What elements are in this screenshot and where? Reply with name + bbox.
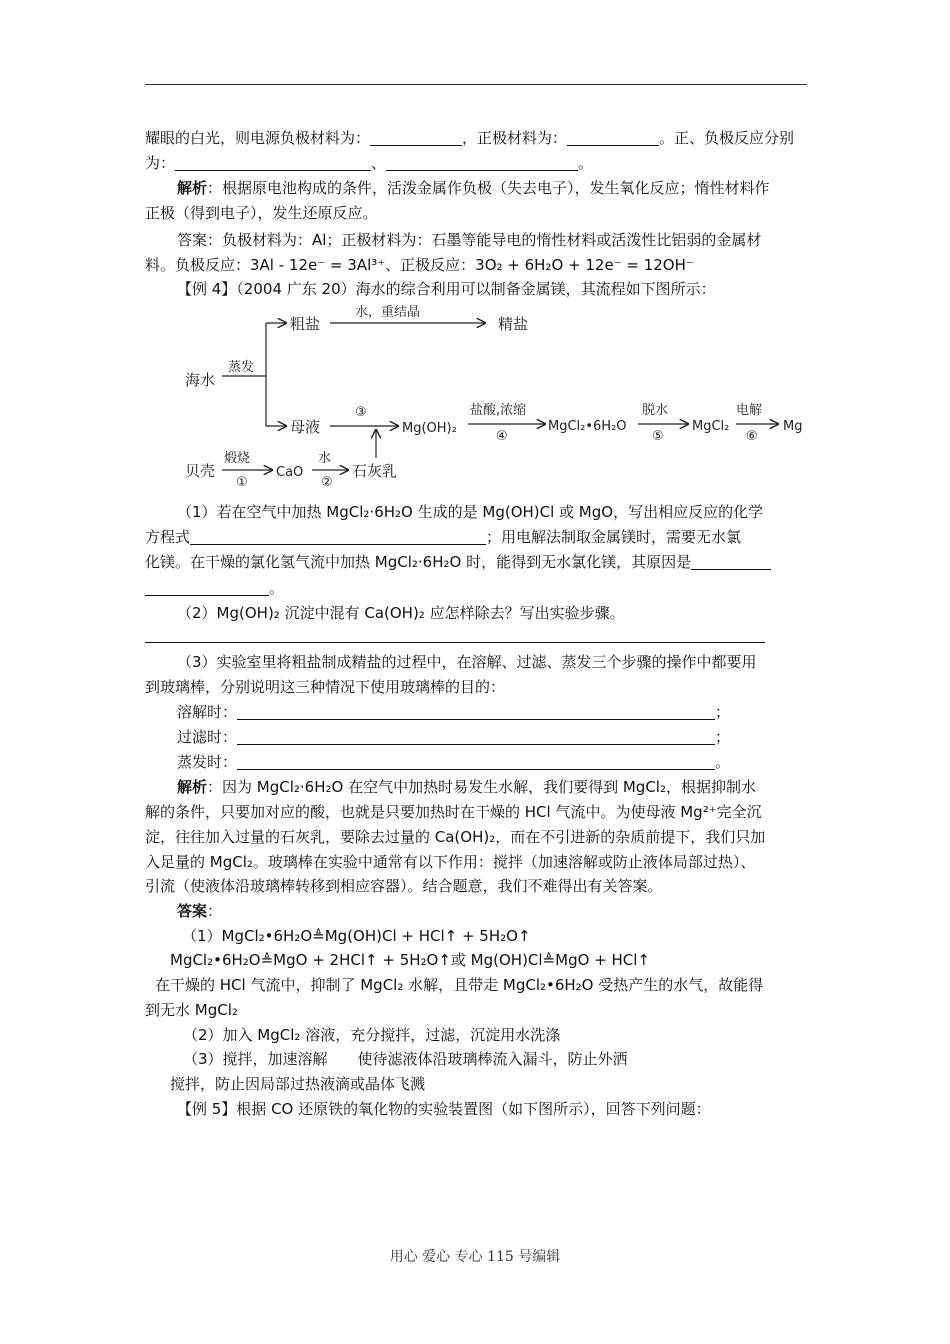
step-label: ④ — [496, 429, 508, 444]
question-line: 。 — [145, 576, 810, 600]
water-label: 水 — [318, 451, 332, 466]
evaporate-label: 蒸发 — [228, 360, 255, 375]
question-line: 到玻璃棒，分别说明这三种情况下使用玻璃棒的目的： — [145, 678, 506, 696]
page-footer: 用心 爱心 专心 115 号编辑 — [389, 1249, 561, 1265]
analysis-line: 淀，往往加入过量的石灰乳，要除去过量的 Ca(OH)₂，而在不引进新的杂质前提下，我们只加 — [145, 828, 766, 846]
answer-line: 料。负极反应：3Al - 12e⁻ = 3Al³⁺、正极反应：3O₂ + 6H₂O + 12e⁻ = 12OH⁻ — [145, 256, 694, 274]
mg-label: Mg — [783, 419, 803, 434]
lime-milk-label: 石灰乳 — [352, 462, 398, 480]
question-line: 化镁。在干燥的氯化氢气流中加热 MgCl₂·6H₂O 时，能得到无水氯化镁，其原因是 — [145, 550, 810, 574]
electrolysis-label: 电解 — [736, 403, 763, 418]
flow-diagram — [180, 298, 810, 488]
header-rule — [145, 84, 807, 85]
answer-blank[interactable] — [237, 728, 715, 745]
answer-blank[interactable] — [691, 553, 771, 570]
answer-heading: 答案： — [177, 902, 223, 920]
filter-line: 过滤时： ； — [177, 728, 731, 746]
answer-blank[interactable] — [386, 154, 578, 171]
calcine-label: 煅烧 — [224, 451, 251, 466]
mother-liquor-label: 母液 — [290, 418, 321, 436]
refined-salt-label: 精盐 — [498, 315, 529, 333]
seawater-label: 海水 — [185, 371, 216, 389]
answer-blank[interactable] — [175, 154, 371, 171]
step-label: ⑤ — [652, 429, 664, 444]
crude-salt-label: 粗盐 — [290, 315, 321, 333]
mgoh2-label: Mg(OH)₂ — [402, 421, 457, 436]
example-heading: 【例 4】（2004 广东 20）海水的综合利用可以制备金属镁，其流程如下图所示： — [177, 280, 716, 298]
answer-line: （2）加入 MgCl₂ 溶液，充分搅拌，过滤，沉淀用水洗涤 — [183, 1026, 561, 1044]
step-label: ② — [321, 475, 333, 488]
analysis-line: 解析：因为 MgCl₂·6H₂O 在空气中加热时易发生水解，我们要得到 MgCl₂，根据抑制水 — [177, 778, 756, 796]
question-line: （2）Mg(OH)₂ 沉淀中混有 Ca(OH)₂ 应怎样除去？写出实验步骤。 — [177, 604, 625, 622]
answer-blank[interactable] — [370, 129, 462, 146]
dehydrate-label: 脱水 — [642, 403, 669, 418]
answer-blank[interactable] — [190, 528, 486, 545]
dissolve-line: 溶解时： ； — [177, 703, 731, 721]
question-line: （1）若在空气中加热 MgCl₂·6H₂O 生成的是 Mg(OH)Cl 或 MgO，写出相应反应的化学 — [177, 503, 764, 521]
shell-label: 贝壳 — [185, 462, 216, 480]
mgcl2-6h2o-label: MgCl₂•6H₂O — [548, 419, 627, 434]
step-label: ⑥ — [746, 429, 758, 444]
answer-line: 搅拌，防止因局部过热液滴或晶体飞溅 — [170, 1075, 426, 1093]
text-line: 耀眼的白光，则电源负极材料为： ，正极材料为： 。正、负极反应分别 — [145, 129, 795, 147]
equation-line: （1）MgCl₂•6H₂O≜Mg(OH)Cl + HCl↑ + 5H₂O↑ — [182, 927, 531, 945]
cao-label: CaO — [276, 465, 304, 480]
question-line: （3）实验室里将粗盐制成精盐的过程中，在溶解、过滤、蒸发三个步骤的操作中都要用 — [177, 653, 757, 671]
answer-line: 在干燥的 HCl 气流中，抑制了 MgCl₂ 水解，且带走 MgCl₂•6H₂O 受热产生的水气，故能得 — [155, 976, 764, 994]
step-label: ③ — [355, 405, 367, 420]
answer-blank[interactable] — [567, 129, 659, 146]
text-line: 为： 、 。 — [145, 154, 594, 172]
answer-line: 答案：负极材料为：Al；正极材料为：石墨等能导电的惰性材料或活泼性比铝弱的金属材 — [177, 231, 762, 249]
equation-line: MgCl₂•6H₂O≜MgO + 2HCl↑ + 5H₂O↑或 Mg(OH)Cl≜MgO + HCl↑ — [170, 951, 650, 969]
answer-line-blank[interactable] — [145, 642, 765, 643]
analysis-line: 入足量的 MgCl₂。玻璃棒在实验中通常有以下作用：搅拌（加速溶解或防止液体局部过热）、 — [145, 853, 756, 871]
question-line: 方程式 ；用电解法制取金属镁时，需要无水氯 — [145, 528, 742, 546]
answer-blank[interactable] — [237, 753, 715, 770]
mgcl2-label: MgCl₂ — [692, 419, 730, 434]
answer-blank[interactable] — [237, 703, 715, 720]
answer-line: （3）搅拌，加速溶解 使待滤液体沿玻璃棒流入漏斗，防止外洒 — [183, 1050, 628, 1068]
analysis-line: 引流（使液体沿玻璃棒转移到相应容器）。结合题意，我们不难得出有关答案。 — [145, 877, 663, 895]
evaporate-line: 蒸发时： 。 — [177, 753, 731, 771]
text-line: 正极（得到电子），发生还原反应。 — [145, 204, 378, 222]
analysis-line: 解的条件，只要加对应的酸，也就是只要加热时在干燥的 HCl 气流中。为使母液 Mg²⁺完全沉 — [145, 803, 762, 821]
hcl-conc-label: 盐酸,浓缩 — [470, 403, 527, 418]
analysis-line: 解析：根据原电池构成的条件，活泼金属作负极（失去电子），发生氧化反应；惰性材料作 — [177, 179, 770, 197]
answer-line: 到无水 MgCl₂ — [145, 1001, 238, 1019]
step-label: ① — [236, 475, 248, 488]
answer-blank[interactable] — [145, 579, 269, 596]
example-heading: 【例 5】根据 CO 还原铁的氧化物的实验装置图（如下图所示），回答下列问题： — [177, 1100, 711, 1118]
recrystallize-label: 水，重结晶 — [355, 305, 421, 320]
